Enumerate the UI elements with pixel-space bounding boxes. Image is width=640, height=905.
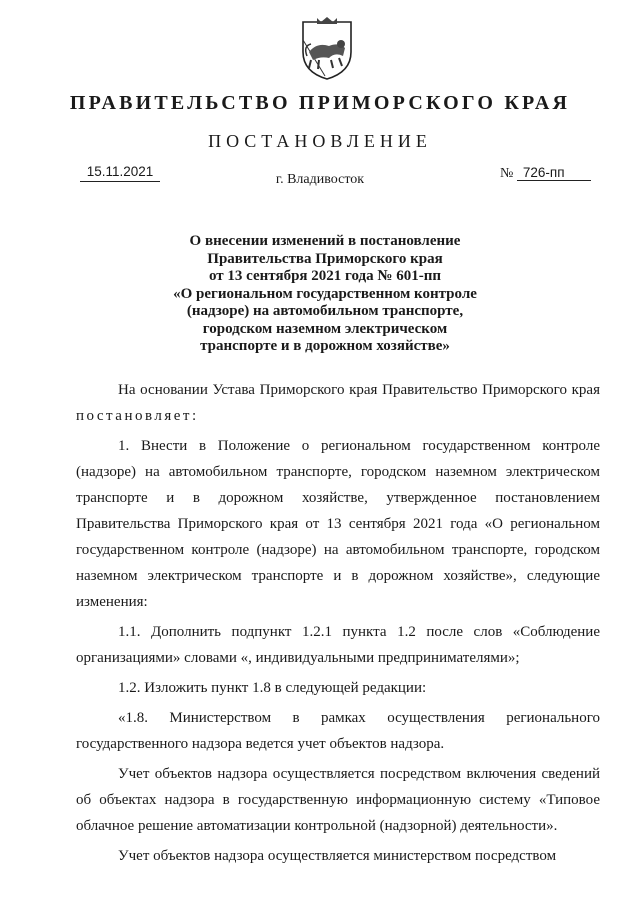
document-title [120,233,530,356]
intro-paragraph [76,377,600,429]
paragraph-1-1: 1.1. Дополнить подпункт 1.2.1 пункта 1.2 после слов «Соблюдение организациями» словами «, индивидуальными предпринимателями»; [76,624,600,666]
coat-of-arms-icon [295,16,359,82]
paragraph-uchet-1: Учет объектов надзора осуществляется посредством включения сведений об объектах надзора в государственную информационную систему «Типовое облачное решение автоматизации контрольной (надзорной) деятельности». [76,766,600,834]
title-line: (надзоре) на автомобильном транспорте, [186,303,464,319]
paragraph-uchet-2: Учет объектов надзора осуществляется министерством посредством [118,848,557,864]
government-title: ПРАВИТЕЛЬСТВО ПРИМОРСКОГО КРАЯ [69,92,571,114]
title-line: «О региональном государственном контроле [173,285,477,302]
document-body [76,377,600,869]
paragraph-1: 1. Внести в Положение о региональном государственном контроле (надзоре) на автомобильном транспорте, городском наземном электрическом транспорте и в дорожном хозяйстве, утвержденное постановлением Правительства Приморского края от 13 сентября 2021 года «О региональном государственном контроле (надзоре) на автомобильном транспорте, городском наземном электрическом транспорте и в дорожном хозяйстве», следующие изменения: [76,438,600,610]
title-line: от 13 сентября 2021 года № 601-пп [208,268,441,284]
intro-text: На основании Устава Приморского края Правительство Приморского края [118,382,600,398]
document-city: г. Владивосток [275,172,365,187]
number-value: 726-пп [517,165,591,181]
title-line: Правительства Приморского края [207,250,443,267]
paragraph-1-8: «1.8. Министерством в рамках осуществления регионального государственного надзора ведется учет объектов надзора. [76,710,600,752]
title-line: О внесении изменений в постановление [189,233,461,249]
title-line: транспорте и в дорожном хозяйстве» [200,338,450,354]
intro-verb: постановляет: [76,408,199,424]
title-line: городском наземном электрическом [202,320,448,337]
document-type: ПОСТАНОВЛЕНИЕ [208,131,432,151]
document-date: 15.11.2021 [80,164,160,182]
document-number [500,165,591,182]
paragraph-1-2: 1.2. Изложить пункт 1.8 в следующей редакции: [118,680,427,696]
number-label: № [500,166,514,181]
